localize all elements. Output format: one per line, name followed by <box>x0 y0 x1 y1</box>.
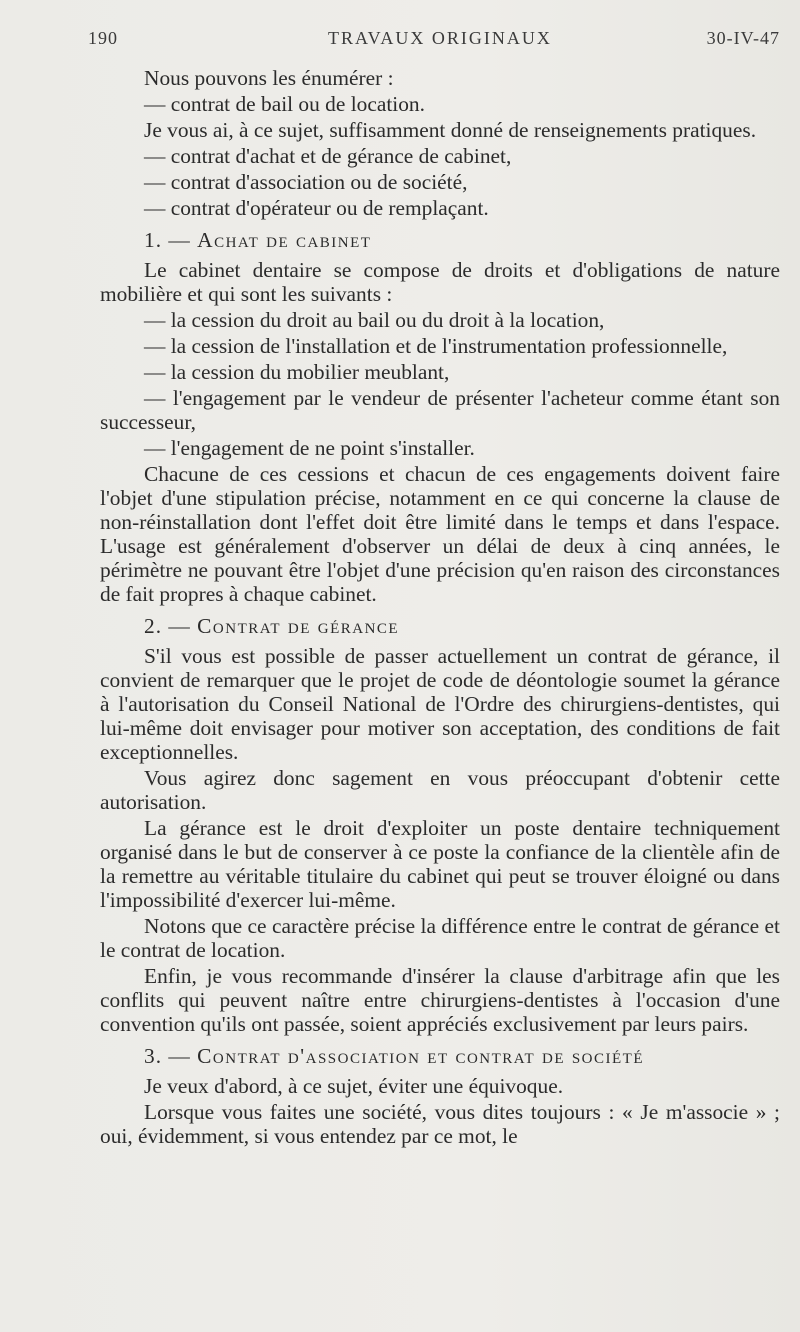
list-item: — la cession du mobilier meublant, <box>144 360 450 384</box>
section-heading-2 <box>100 614 780 638</box>
section-number: 1. — <box>144 228 191 252</box>
paragraph: Notons que ce caractère précise la différence entre le contrat de gérance et le contrat de location. <box>100 914 780 962</box>
article-body <box>100 66 780 1150</box>
page-number: 190 <box>88 28 118 48</box>
paragraph: Chacune de ces cessions et chacun de ces engagements doivent faire l'objet d'une stipulation précise, notamment en ce qui concerne la clause de non-réinstallation dont l'effet doit être limité dans le temps et dans l'espace. L'usage est généralement d'observer un délai de deux à cinq années, le périmètre ne pouvant être l'objet d'une précision qu'en raison des circonstances de fait propres à chaque cabinet. <box>100 462 780 606</box>
paragraph: Je vous ai, à ce sujet, suffisamment donné de renseignements pratiques. <box>144 118 757 142</box>
section-number: 2. — <box>144 614 191 638</box>
paragraph: La gérance est le droit d'exploiter un poste dentaire techniquement organisé dans le but de conserver à ce poste la confiance de la clientèle afin de la remettre au véritable titulaire du cabinet qui peut se trouver éloigné ou dans l'impossibilité d'exercer lui-même. <box>100 816 780 912</box>
list-item: — la cession du droit au bail ou du droit à la location, <box>144 308 605 332</box>
paragraph: S'il vous est possible de passer actuellement un contrat de gérance, il convient de remarquer que le projet de code de déontologie soumet la gérance à l'autorisation du Conseil National de l'Ordre des chirurgiens-dentistes, qui lui-même doit envisager pour motiver son acceptation, des conditions de fait exceptionnelles. <box>100 644 780 764</box>
paragraph: Nous pouvons les énumérer : <box>144 66 394 90</box>
issue-date: 30-IV-47 <box>706 28 780 48</box>
section-heading-3 <box>100 1044 780 1068</box>
paragraph: Lorsque vous faites une société, vous dites toujours : « Je m'associe » ; oui, évidemment, si vous entendez par ce mot, le <box>100 1100 780 1148</box>
list-item: — contrat d'association ou de société, <box>144 170 468 194</box>
list-item: — contrat d'opérateur ou de remplaçant. <box>144 196 489 220</box>
paragraph: Enfin, je vous recommande d'insérer la clause d'arbitrage afin que les conflits qui peuvent naître entre chirurgiens-dentistes à l'occasion d'une convention qu'ils ont passée, soient appréciés exclusivement par leurs pairs. <box>100 964 780 1036</box>
section-title: Contrat d'association et contrat de société <box>197 1044 644 1068</box>
list-item: — contrat de bail ou de location. <box>144 92 425 116</box>
section-title: Achat de cabinet <box>197 228 372 252</box>
list-item: — l'engagement par le vendeur de présenter l'acheteur comme étant son successeur, <box>100 386 780 434</box>
paragraph: Vous agirez donc sagement en vous préoccupant d'obtenir cette autorisation. <box>100 766 780 814</box>
section-title: Contrat de gérance <box>197 614 400 638</box>
paragraph: Je veux d'abord, à ce sujet, éviter une équivoque. <box>144 1074 564 1098</box>
running-title: TRAVAUX ORIGINAUX <box>328 28 552 48</box>
section-number: 3. — <box>144 1044 191 1068</box>
paragraph: Le cabinet dentaire se compose de droits et d'obligations de nature mobilière et qui sont les suivants : <box>100 258 780 306</box>
section-heading-1 <box>100 228 780 252</box>
list-item: — la cession de l'installation et de l'instrumentation professionnelle, <box>144 334 728 358</box>
list-item: — contrat d'achat et de gérance de cabinet, <box>144 144 512 168</box>
list-item: — l'engagement de ne point s'installer. <box>144 436 475 460</box>
